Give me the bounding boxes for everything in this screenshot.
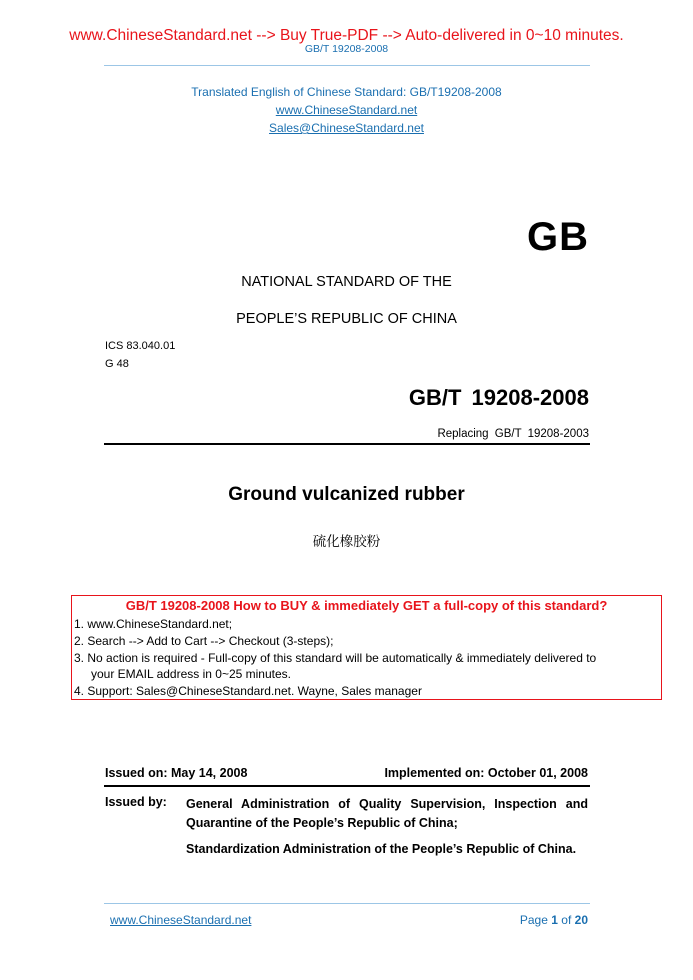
- header-divider: [104, 65, 590, 66]
- buy-step-3-continuation: your EMAIL address in 0~25 minutes.: [91, 667, 291, 681]
- implemented-on-date: Implemented on: October 01, 2008: [384, 766, 588, 780]
- issuer-aqsiq: General Administration of Quality Supervision, Inspection and Quarantine of the People’s Republic of China;: [186, 797, 588, 830]
- buy-step-4: 4. Support: Sales@ChineseStandard.net. Wayne, Sales manager: [74, 684, 422, 698]
- document-title: Ground vulcanized rubber: [228, 484, 465, 505]
- page-indicator: [520, 913, 588, 927]
- issuer-sac: Standardization Administration of the People’s Republic of China.: [186, 842, 577, 856]
- website-link[interactable]: www.ChineseStandard.net: [275, 103, 418, 117]
- footer-website-link[interactable]: www.ChineseStandard.net: [110, 913, 252, 927]
- issue-divider: [104, 785, 590, 787]
- issued-by-label: Issued by:: [105, 795, 167, 809]
- buy-box-title[interactable]: GB/T 19208-2008 How to BUY & immediately GET a full-copy of this standard?: [125, 598, 608, 613]
- buy-banner[interactable]: www.ChineseStandard.net --> Buy True-PDF --> Auto-delivered in 0~10 minutes.: [69, 27, 624, 44]
- email-link[interactable]: Sales@ChineseStandard.net: [269, 121, 424, 135]
- gb-logo: GB: [527, 215, 589, 259]
- buy-step-1: 1. www.ChineseStandard.net;: [74, 617, 233, 631]
- page-total: 20: [574, 913, 588, 927]
- national-standard-line2: PEOPLE’S REPUBLIC OF CHINA: [236, 311, 457, 327]
- g-code: G 48: [105, 358, 129, 370]
- ics-code: ICS 83.040.01: [105, 340, 176, 352]
- replacing-note: Replacing GB/T 19208-2003: [437, 428, 589, 440]
- document-title-chinese: 硫化橡胶粉: [312, 534, 381, 549]
- title-divider: [104, 443, 590, 445]
- buy-step-2: 2. Search --> Add to Cart --> Checkout (3-steps);: [74, 634, 334, 648]
- national-standard-line1: NATIONAL STANDARD OF THE: [241, 274, 452, 290]
- page-current: 1: [551, 913, 558, 927]
- buy-step-3: 3. No action is required - Full-copy of this standard will be automatically & immediately delivered to: [74, 651, 597, 665]
- page-label: Page: [519, 913, 548, 927]
- buy-instructions-box: [71, 595, 662, 700]
- page-of: of: [561, 913, 572, 927]
- header-standard-code: GB/T 19208-2008: [304, 43, 389, 55]
- issued-on-date: Issued on: May 14, 2008: [105, 766, 248, 780]
- footer-divider: [104, 903, 590, 904]
- translation-note: Translated English of Chinese Standard: GB/T19208-2008: [191, 85, 502, 99]
- standard-number: GB/T 19208-2008: [408, 385, 589, 410]
